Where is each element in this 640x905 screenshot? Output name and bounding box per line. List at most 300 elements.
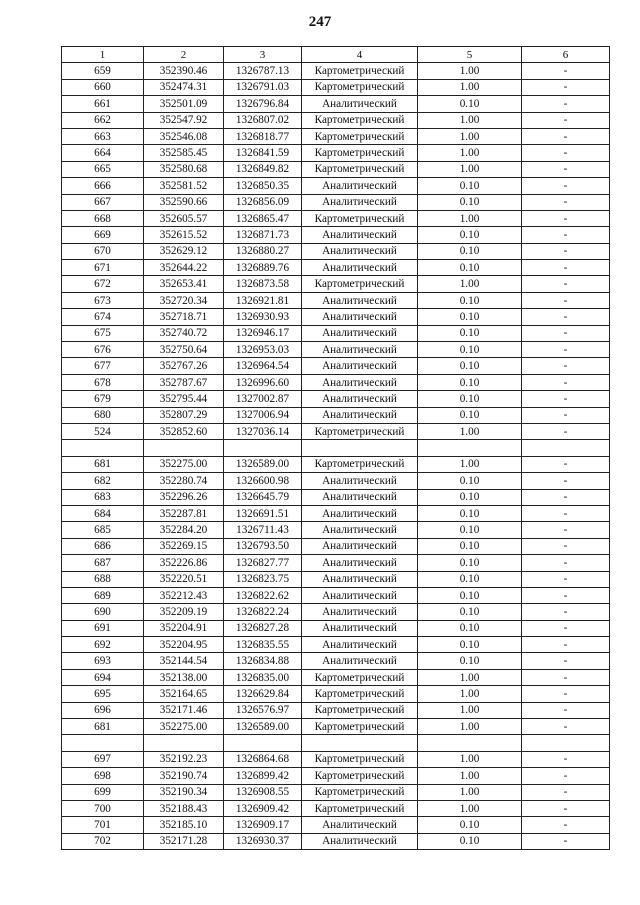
table-cell: - — [522, 260, 610, 276]
table-cell: 352204.95 — [144, 637, 224, 653]
table-cell: - — [522, 309, 610, 325]
table-cell: 352590.66 — [144, 194, 224, 210]
table-cell: 1326946.17 — [224, 325, 302, 341]
table-cell: 691 — [62, 620, 144, 636]
table-row — [62, 96, 610, 112]
table-cell: 352209.19 — [144, 604, 224, 620]
table-cell: - — [522, 800, 610, 816]
table-cell: 701 — [62, 817, 144, 833]
table-cell: Картометрический — [302, 669, 418, 685]
table-cell: 672 — [62, 276, 144, 292]
table-cell: Аналитический — [302, 833, 418, 849]
table-row — [62, 653, 610, 669]
table-cell: - — [522, 653, 610, 669]
table-cell: - — [522, 210, 610, 226]
table-cell: 352720.34 — [144, 292, 224, 308]
table-cell: 670 — [62, 243, 144, 259]
table-row — [62, 637, 610, 653]
table-row — [62, 243, 610, 259]
table-cell: 0.10 — [418, 620, 522, 636]
table-cell: 352226.86 — [144, 555, 224, 571]
table-cell: 0.10 — [418, 407, 522, 423]
table-cell: 1.00 — [418, 276, 522, 292]
table-cell: 352653.41 — [144, 276, 224, 292]
table-cell: 352629.12 — [144, 243, 224, 259]
table-cell: 682 — [62, 473, 144, 489]
table-cell: 0.10 — [418, 227, 522, 243]
coordinates-table — [61, 46, 610, 850]
table-cell: 1326822.24 — [224, 604, 302, 620]
table-cell: 1326908.55 — [224, 784, 302, 800]
table-cell: 0.10 — [418, 374, 522, 390]
table-cell: 0.10 — [418, 653, 522, 669]
table-cell: 1.00 — [418, 768, 522, 784]
table-row — [62, 505, 610, 521]
table-cell: Картометрический — [302, 768, 418, 784]
table-cell: 681 — [62, 719, 144, 735]
table-row — [62, 227, 610, 243]
table-cell: 352275.00 — [144, 719, 224, 735]
table-cell: Аналитический — [302, 342, 418, 358]
table-cell: 0.10 — [418, 309, 522, 325]
table-cell: 665 — [62, 161, 144, 177]
table-cell: Аналитический — [302, 358, 418, 374]
table-cell: Аналитический — [302, 473, 418, 489]
table-cell: Картометрический — [302, 63, 418, 79]
table-cell: 0.10 — [418, 194, 522, 210]
table-cell: 683 — [62, 489, 144, 505]
table-row — [62, 292, 610, 308]
table-cell: 1.00 — [418, 784, 522, 800]
table-cell: 352269.15 — [144, 538, 224, 554]
table-cell: 666 — [62, 178, 144, 194]
table-cell — [302, 440, 418, 456]
table-cell: - — [522, 522, 610, 538]
table-cell: - — [522, 112, 610, 128]
table-cell: 1326600.98 — [224, 473, 302, 489]
table-cell: Картометрический — [302, 784, 418, 800]
separator-row — [62, 735, 610, 751]
table-cell: 1327036.14 — [224, 423, 302, 439]
table-cell: 686 — [62, 538, 144, 554]
table-cell: Картометрический — [302, 456, 418, 472]
table-cell: 1326818.77 — [224, 128, 302, 144]
table-cell: 1326873.58 — [224, 276, 302, 292]
column-header: 3 — [224, 47, 302, 63]
table-cell: 352767.26 — [144, 358, 224, 374]
table-cell: - — [522, 227, 610, 243]
table-cell: 699 — [62, 784, 144, 800]
table-cell: - — [522, 505, 610, 521]
table-cell: 352188.43 — [144, 800, 224, 816]
table-cell: 1.00 — [418, 210, 522, 226]
table-row — [62, 325, 610, 341]
table-row — [62, 669, 610, 685]
table-cell: 352171.46 — [144, 702, 224, 718]
table-cell: - — [522, 342, 610, 358]
table-cell: 673 — [62, 292, 144, 308]
table-cell — [522, 735, 610, 751]
table-cell: 352204.91 — [144, 620, 224, 636]
table-cell: 0.10 — [418, 604, 522, 620]
separator-row — [62, 440, 610, 456]
table-cell: - — [522, 243, 610, 259]
table-cell: 1326807.02 — [224, 112, 302, 128]
table-cell: - — [522, 358, 610, 374]
table-cell: 352585.45 — [144, 145, 224, 161]
table-row — [62, 604, 610, 620]
table-cell: 0.10 — [418, 325, 522, 341]
table-cell: Картометрический — [302, 161, 418, 177]
table-cell: 352474.31 — [144, 79, 224, 95]
table-cell: 1326834.88 — [224, 653, 302, 669]
table-cell: 1326787.13 — [224, 63, 302, 79]
table-cell: - — [522, 817, 610, 833]
table-cell: 352190.74 — [144, 768, 224, 784]
page-number: 247 — [308, 14, 332, 30]
table-cell: 664 — [62, 145, 144, 161]
table-cell: 678 — [62, 374, 144, 390]
table-cell: Аналитический — [302, 309, 418, 325]
table-cell: - — [522, 620, 610, 636]
table-cell: 352750.64 — [144, 342, 224, 358]
table-row — [62, 702, 610, 718]
table-cell: Аналитический — [302, 292, 418, 308]
table-cell: 1326691.51 — [224, 505, 302, 521]
table-row — [62, 260, 610, 276]
table-cell: 693 — [62, 653, 144, 669]
table-row — [62, 391, 610, 407]
table-cell: 1.00 — [418, 128, 522, 144]
table-cell: 352581.52 — [144, 178, 224, 194]
table-row — [62, 620, 610, 636]
table-cell: - — [522, 669, 610, 685]
table-cell: 1326899.42 — [224, 768, 302, 784]
table-cell: 1326823.75 — [224, 571, 302, 587]
table-row — [62, 145, 610, 161]
table-cell: Картометрический — [302, 210, 418, 226]
table-cell: - — [522, 456, 610, 472]
table-row — [62, 374, 610, 390]
table-cell: 674 — [62, 309, 144, 325]
table-row — [62, 423, 610, 439]
table-cell: 690 — [62, 604, 144, 620]
table-cell: 1.00 — [418, 751, 522, 767]
table-cell: 1.00 — [418, 456, 522, 472]
table-row — [62, 358, 610, 374]
table-cell: 692 — [62, 637, 144, 653]
table-cell: - — [522, 178, 610, 194]
table-cell: 1326711.43 — [224, 522, 302, 538]
table-row — [62, 800, 610, 816]
table-cell: Аналитический — [302, 653, 418, 669]
table-cell: 352296.26 — [144, 489, 224, 505]
table-cell: 1326576.97 — [224, 702, 302, 718]
table-cell: - — [522, 489, 610, 505]
table-cell: 352718.71 — [144, 309, 224, 325]
table-cell — [418, 735, 522, 751]
table-header-row — [62, 47, 610, 63]
table-cell: 0.10 — [418, 505, 522, 521]
table-cell: 1.00 — [418, 423, 522, 439]
table-cell: 684 — [62, 505, 144, 521]
table-cell: Аналитический — [302, 407, 418, 423]
table-cell: - — [522, 194, 610, 210]
table-cell: 352280.74 — [144, 473, 224, 489]
table-cell: Аналитический — [302, 325, 418, 341]
table-cell: 1326849.82 — [224, 161, 302, 177]
table-cell — [62, 735, 144, 751]
table-cell — [144, 735, 224, 751]
table-cell: 0.10 — [418, 538, 522, 554]
table-cell: 1326822.62 — [224, 587, 302, 603]
table-cell: 1326841.59 — [224, 145, 302, 161]
table-cell: 352185.10 — [144, 817, 224, 833]
table-cell: 1.00 — [418, 800, 522, 816]
table-cell: 0.10 — [418, 243, 522, 259]
table-cell: 669 — [62, 227, 144, 243]
table-cell: Аналитический — [302, 260, 418, 276]
table-cell: 352547.92 — [144, 112, 224, 128]
table-cell: 1326589.00 — [224, 719, 302, 735]
table-cell: 352390.46 — [144, 63, 224, 79]
table-cell: Аналитический — [302, 637, 418, 653]
table-cell: 663 — [62, 128, 144, 144]
table-row — [62, 128, 610, 144]
table-cell: 1326930.93 — [224, 309, 302, 325]
table-cell — [418, 440, 522, 456]
table-cell: 0.10 — [418, 391, 522, 407]
table-cell: 352501.09 — [144, 96, 224, 112]
table-row — [62, 456, 610, 472]
table-row — [62, 768, 610, 784]
table-cell: Картометрический — [302, 423, 418, 439]
column-header: 4 — [302, 47, 418, 63]
table-row — [62, 833, 610, 849]
table-cell: 0.10 — [418, 522, 522, 538]
table-cell: 0.10 — [418, 473, 522, 489]
table-cell: 677 — [62, 358, 144, 374]
table-cell: 0.10 — [418, 96, 522, 112]
table-cell: 1.00 — [418, 686, 522, 702]
table-row — [62, 210, 610, 226]
table-cell: 1326856.09 — [224, 194, 302, 210]
table-cell: 352190.34 — [144, 784, 224, 800]
table-cell — [302, 735, 418, 751]
table-cell: - — [522, 96, 610, 112]
table-cell: 1327006.94 — [224, 407, 302, 423]
table-cell: 352138.00 — [144, 669, 224, 685]
column-header: 2 — [144, 47, 224, 63]
table-cell: - — [522, 391, 610, 407]
table-cell: 1326827.28 — [224, 620, 302, 636]
table-cell: Картометрический — [302, 145, 418, 161]
table-cell: 1.00 — [418, 669, 522, 685]
table-row — [62, 161, 610, 177]
table-cell: 1326791.03 — [224, 79, 302, 95]
table-cell: 352852.60 — [144, 423, 224, 439]
table-cell: 352144.54 — [144, 653, 224, 669]
table-cell: - — [522, 63, 610, 79]
table-cell: 1326930.37 — [224, 833, 302, 849]
table-cell: 1.00 — [418, 145, 522, 161]
table-cell: Аналитический — [302, 96, 418, 112]
table-cell: Аналитический — [302, 178, 418, 194]
table-cell: - — [522, 784, 610, 800]
table-cell: - — [522, 128, 610, 144]
table-cell: 698 — [62, 768, 144, 784]
table-cell: 1.00 — [418, 161, 522, 177]
table-row — [62, 194, 610, 210]
table-cell: Картометрический — [302, 128, 418, 144]
table-body — [62, 63, 610, 850]
table-cell: - — [522, 571, 610, 587]
table-cell: 1326953.03 — [224, 342, 302, 358]
table-cell: Картометрический — [302, 800, 418, 816]
table-cell: - — [522, 145, 610, 161]
table-cell: 1326796.84 — [224, 96, 302, 112]
table-cell: Картометрический — [302, 112, 418, 128]
table-cell: 1326850.35 — [224, 178, 302, 194]
table-cell: 1326835.55 — [224, 637, 302, 653]
table-cell: Аналитический — [302, 571, 418, 587]
table-cell: 1326589.00 — [224, 456, 302, 472]
table-cell: 1.00 — [418, 112, 522, 128]
table-cell: 0.10 — [418, 833, 522, 849]
table-cell: 1326921.81 — [224, 292, 302, 308]
table-cell: 1326835.00 — [224, 669, 302, 685]
table-row — [62, 276, 610, 292]
table-cell: - — [522, 276, 610, 292]
table-cell: - — [522, 604, 610, 620]
table-cell: - — [522, 833, 610, 849]
table-cell: Картометрический — [302, 276, 418, 292]
table-cell — [62, 440, 144, 456]
table-cell: 685 — [62, 522, 144, 538]
table-cell: 0.10 — [418, 292, 522, 308]
table-cell: Аналитический — [302, 620, 418, 636]
column-header: 6 — [522, 47, 610, 63]
table-cell: 0.10 — [418, 342, 522, 358]
table-row — [62, 587, 610, 603]
table-cell: 668 — [62, 210, 144, 226]
table-cell: - — [522, 751, 610, 767]
column-header: 5 — [418, 47, 522, 63]
table-cell: - — [522, 702, 610, 718]
table-cell: - — [522, 686, 610, 702]
table-cell: 671 — [62, 260, 144, 276]
table-cell — [522, 440, 610, 456]
table-cell: 524 — [62, 423, 144, 439]
table-row — [62, 538, 610, 554]
table-cell: 660 — [62, 79, 144, 95]
table-cell: Аналитический — [302, 227, 418, 243]
table-cell: 697 — [62, 751, 144, 767]
table-row — [62, 473, 610, 489]
table-row — [62, 686, 610, 702]
table-row — [62, 112, 610, 128]
table-cell: - — [522, 473, 610, 489]
table-cell: Аналитический — [302, 391, 418, 407]
table-cell: - — [522, 161, 610, 177]
table-cell: 352605.57 — [144, 210, 224, 226]
table-cell: Картометрический — [302, 686, 418, 702]
table-cell: Картометрический — [302, 702, 418, 718]
table-cell: 0.10 — [418, 260, 522, 276]
table-cell: - — [522, 719, 610, 735]
table-cell: - — [522, 325, 610, 341]
table-cell: Аналитический — [302, 555, 418, 571]
table-cell: 1326909.17 — [224, 817, 302, 833]
table-cell: - — [522, 587, 610, 603]
table-cell: 352171.28 — [144, 833, 224, 849]
column-header: 1 — [62, 47, 144, 63]
table-cell: 0.10 — [418, 817, 522, 833]
table-cell: - — [522, 538, 610, 554]
table-cell: - — [522, 79, 610, 95]
table-cell: 1326827.77 — [224, 555, 302, 571]
table-cell: Аналитический — [302, 604, 418, 620]
table-cell: 1326645.79 — [224, 489, 302, 505]
table-cell: 352795.44 — [144, 391, 224, 407]
table-cell: 0.10 — [418, 555, 522, 571]
table-cell: 1326629.84 — [224, 686, 302, 702]
table-cell: 688 — [62, 571, 144, 587]
table-row — [62, 489, 610, 505]
table-row — [62, 63, 610, 79]
table-cell: 0.10 — [418, 571, 522, 587]
table-cell: 352284.20 — [144, 522, 224, 538]
table-cell: 0.10 — [418, 637, 522, 653]
table-cell: 680 — [62, 407, 144, 423]
table-cell: 1.00 — [418, 79, 522, 95]
table-cell: 352615.52 — [144, 227, 224, 243]
table-cell: - — [522, 374, 610, 390]
table-cell: 1326865.47 — [224, 210, 302, 226]
table-cell: - — [522, 423, 610, 439]
table-cell: Аналитический — [302, 194, 418, 210]
table-cell: - — [522, 407, 610, 423]
table-cell: 700 — [62, 800, 144, 816]
table-cell — [144, 440, 224, 456]
table-row — [62, 178, 610, 194]
table-cell — [224, 735, 302, 751]
table-cell: 694 — [62, 669, 144, 685]
table-cell: Аналитический — [302, 817, 418, 833]
table-cell: Картометрический — [302, 719, 418, 735]
table-cell: 1326964.54 — [224, 358, 302, 374]
table-cell: - — [522, 637, 610, 653]
table-cell: Аналитический — [302, 522, 418, 538]
table-cell: 1326996.60 — [224, 374, 302, 390]
table-cell: 661 — [62, 96, 144, 112]
table-row — [62, 751, 610, 767]
table-cell: 689 — [62, 587, 144, 603]
table-cell: 0.10 — [418, 358, 522, 374]
table-cell — [224, 440, 302, 456]
table-cell: Аналитический — [302, 587, 418, 603]
table-cell: 696 — [62, 702, 144, 718]
table-cell: 1326880.27 — [224, 243, 302, 259]
table-cell: 1326889.76 — [224, 260, 302, 276]
table-cell: 662 — [62, 112, 144, 128]
table-cell: 0.10 — [418, 587, 522, 603]
table-cell: Аналитический — [302, 243, 418, 259]
table-cell: 667 — [62, 194, 144, 210]
table-cell: 352644.22 — [144, 260, 224, 276]
table-row — [62, 407, 610, 423]
table-cell: 0.10 — [418, 489, 522, 505]
